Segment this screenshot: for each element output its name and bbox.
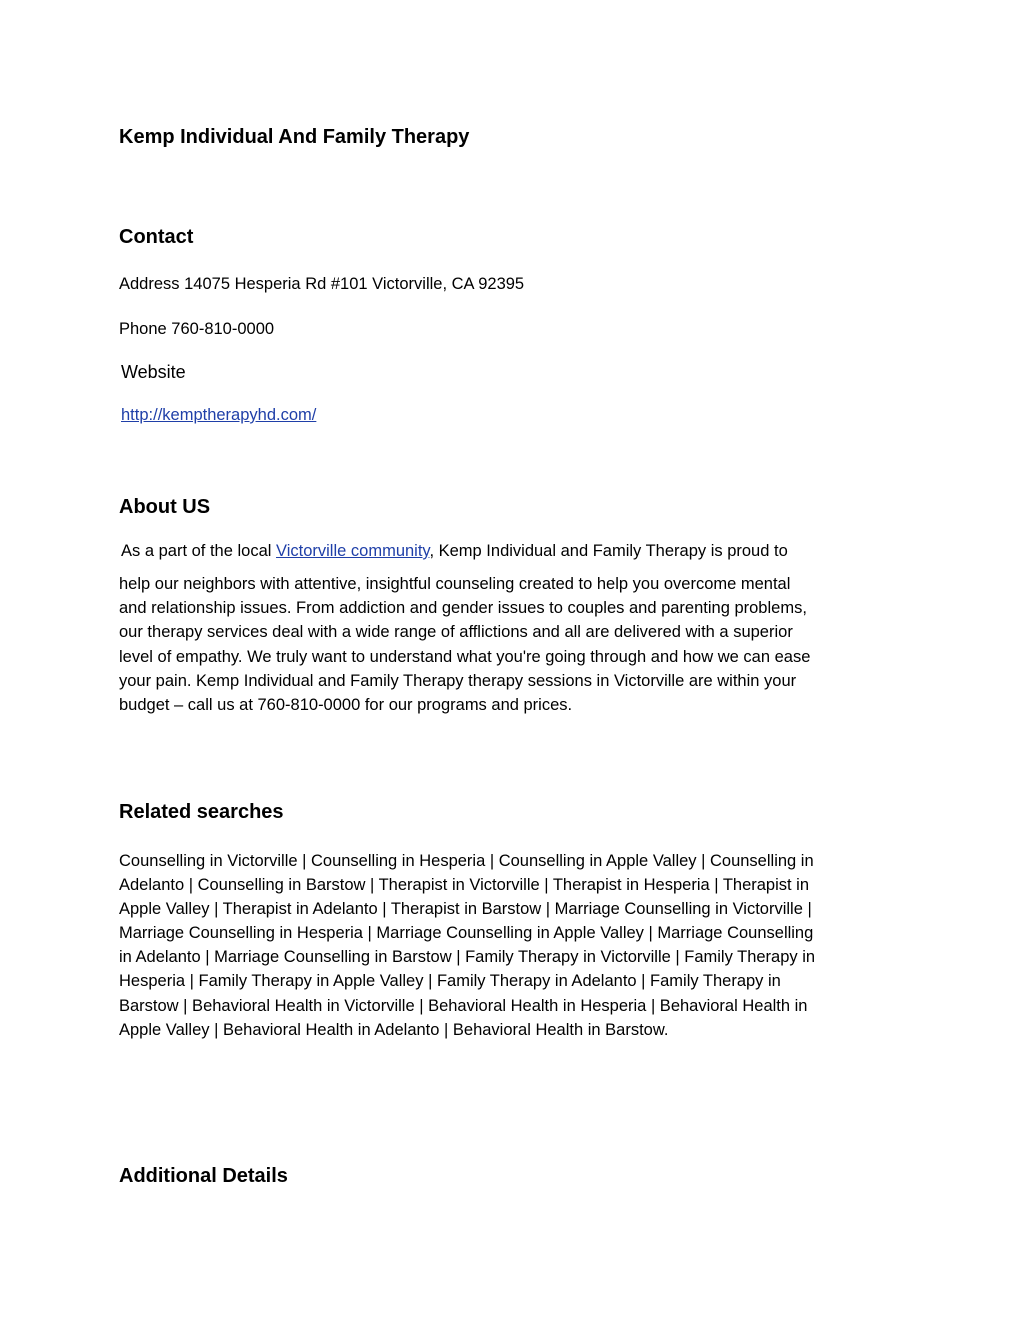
additional-details-heading: Additional Details [119,1165,288,1187]
related-line: Marriage Counselling in Hesperia | Marriage Counselling in Apple Valley | Marriage Counselling [119,924,814,943]
document-title: Kemp Individual And Family Therapy [119,126,470,148]
about-line: our therapy services deal with a wide range of afflictions and all are delivered with a superior [119,623,793,642]
about-line: and relationship issues. From addiction and gender issues to couples and parenting problems, [119,599,807,618]
about-intro-suffix: , Kemp Individual and Family Therapy is proud to [429,542,788,560]
related-line: in Adelanto | Marriage Counselling in Barstow | Family Therapy in Victorville | Family Therapy in [119,948,816,967]
victorville-community-link[interactable]: Victorville community [276,542,430,560]
website-link[interactable]: http://kemptherapyhd.com/ [121,406,317,424]
about-line: your pain. Kemp Individual and Family Therapy therapy sessions in Victorville are within your [119,671,797,690]
website-label: Website [121,362,186,382]
related-line: Counselling in Victorville | Counselling in Hesperia | Counselling in Apple Valley | Counselling in [119,852,814,870]
related-searches-paragraph [119,849,909,1042]
about-line: help our neighbors with attentive, insightful counseling created to help you overcome mental [119,575,791,593]
related-line: Adelanto | Counselling in Barstow | Therapist in Victorville | Therapist in Hesperia | Therapist in [119,876,810,895]
about-heading: About US [119,496,211,518]
contact-heading: Contact [119,226,194,248]
related-line: Hesperia | Family Therapy in Apple Valley | Family Therapy in Adelanto | Family Therapy in [119,972,781,991]
related-line: Apple Valley | Behavioral Health in Adelanto | Behavioral Health in Barstow. [119,1020,669,1039]
related-line: Apple Valley | Therapist in Adelanto | Therapist in Barstow | Marriage Counselling in Victorville | [119,900,812,919]
about-intro-prefix: As a part of the local [121,542,277,560]
contact-phone: Phone 760-810-0000 [119,320,275,338]
about-line: level of empathy. We truly want to understand what you're going through and how we can ease [119,647,811,666]
about-paragraph [119,572,909,717]
related-line: Barstow | Behavioral Health in Victorville | Behavioral Health in Hesperia | Behavioral Health in [119,996,808,1015]
about-intro-line [121,542,788,561]
contact-address: Address 14075 Hesperia Rd #101 Victorville, CA 92395 [119,275,525,293]
about-line: budget – call us at 760-810-0000 for our programs and prices. [119,696,573,715]
related-searches-heading: Related searches [119,801,284,823]
